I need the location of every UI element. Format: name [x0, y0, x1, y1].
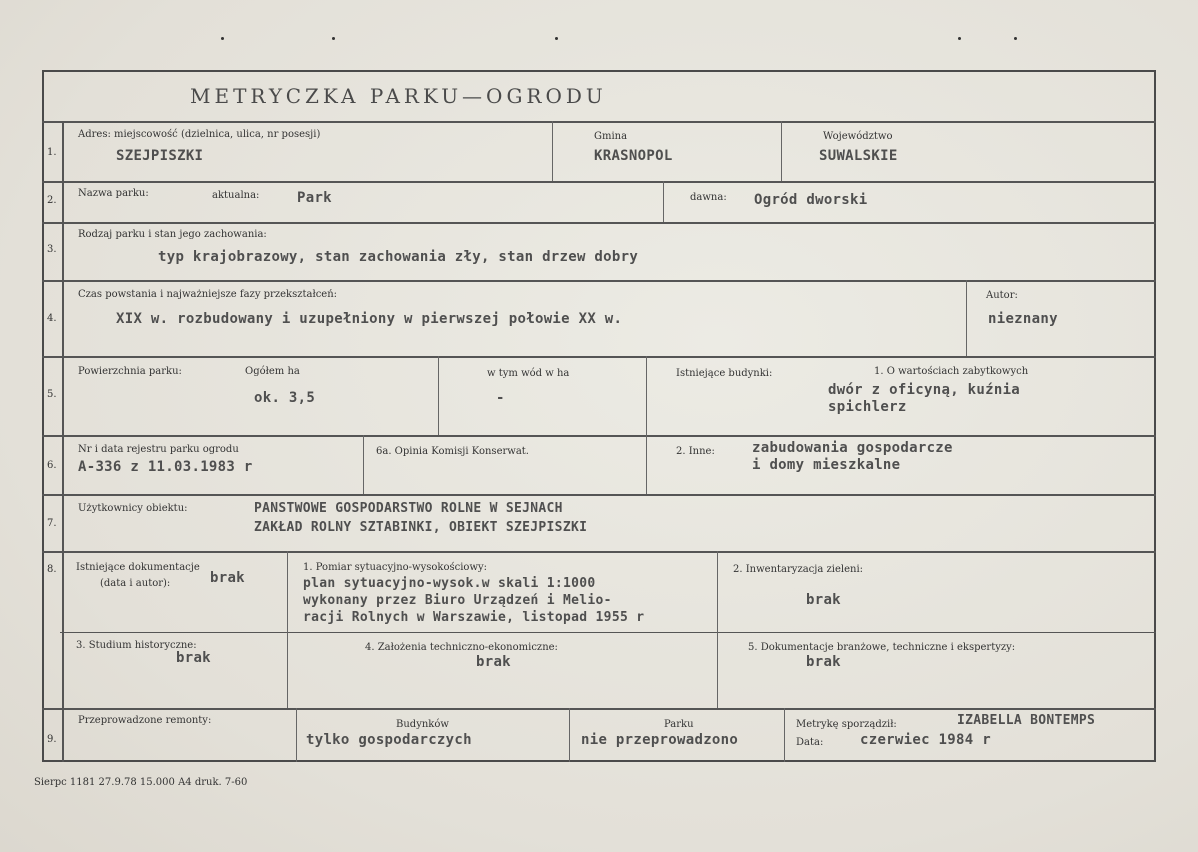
row-number: 3. [47, 244, 57, 255]
documentation-value: brak [210, 570, 245, 586]
row-number: 6. [47, 460, 57, 471]
current-name-value: Park [297, 190, 332, 206]
row-divider [42, 708, 1156, 710]
row-divider [42, 494, 1156, 496]
author-label: Autor: [986, 290, 1018, 301]
col-divider [552, 121, 553, 181]
greenery-inventory-value: brak [806, 592, 841, 608]
buildings-label: Istniejące budynki: [676, 368, 773, 379]
date-value: czerwiec 1984 r [860, 732, 991, 748]
col-divider [646, 435, 647, 494]
park-type-label: Rodzaj parku i stan jego zachowania: [78, 229, 267, 240]
voivodeship-label: Województwo [823, 131, 893, 142]
former-name-label: dawna: [690, 192, 727, 203]
address-value: SZEJPISZKI [116, 148, 204, 164]
historic-buildings-value-2: spichlerz [828, 399, 907, 415]
row-divider [42, 551, 1156, 553]
historic-buildings-value: dwór z oficyną, kuźnia [828, 382, 1021, 398]
other-buildings-value-2: i domy mieszkalne [752, 457, 901, 473]
col-divider [966, 280, 967, 356]
row-divider [42, 121, 1156, 123]
punch-mark [221, 37, 224, 40]
other-buildings-value: zabudowania gospodarcze [752, 440, 953, 456]
number-column-divider [62, 121, 64, 762]
former-name-value: Ogród dworski [754, 192, 868, 208]
park-renovation-value: nie przeprowadzono [581, 732, 739, 748]
address-label: Adres: miejscowość (dzielnica, ulica, nr posesji) [78, 129, 321, 140]
col-divider [717, 551, 718, 708]
prepared-by-label: Metrykę sporządził: [796, 719, 897, 730]
commission-opinion-label: 6a. Opinia Komisji Konserwat. [376, 446, 529, 457]
history-label: Czas powstania i najważniejsze fazy przekształceń: [78, 289, 338, 300]
survey-label: 1. Pomiar sytuacyjno-wysokościowy: [303, 562, 488, 573]
row-number: 2. [47, 195, 57, 206]
col-divider [438, 356, 439, 435]
row-number: 4. [47, 313, 57, 324]
row-number: 7. [47, 518, 57, 529]
col-divider [363, 435, 364, 494]
author-value: nieznany [988, 311, 1058, 327]
users-label: Użytkownicy obiektu: [78, 503, 188, 514]
documentation-label: Istniejące dokumentacje [76, 562, 200, 573]
form-title: METRYCZKA PARKU—OGRODU [190, 84, 607, 108]
history-value: XIX w. rozbudowany i uzupełniony w pierwszej połowie XX w. [116, 311, 623, 327]
row-number: 1. [47, 147, 57, 158]
punch-mark [555, 37, 558, 40]
register-label: Nr i data rejestru parku ogrodu [78, 444, 239, 455]
row-number: 5. [47, 389, 57, 400]
historical-study-value: brak [176, 650, 211, 666]
prepared-by-value: IZABELLA BONTEMPS [957, 713, 1096, 728]
buildings-renovation-label: Budynków [396, 719, 449, 730]
gmina-value: KRASNOPOL [594, 148, 673, 164]
total-area-label: Ogółem ha [245, 366, 300, 377]
col-divider [784, 708, 785, 762]
col-divider [663, 181, 664, 222]
row-divider [42, 181, 1156, 183]
park-type-value: typ krajobrazowy, stan zachowania zły, stan drzew dobry [158, 249, 639, 265]
total-area-value: ok. 3,5 [254, 390, 316, 406]
punch-mark [332, 37, 335, 40]
historical-study-label: 3. Studium historyczne: [76, 640, 197, 651]
register-value: A-336 z 11.03.1983 r [78, 459, 253, 475]
users-value: PANSTWOWE GOSPODARSTWO ROLNE W SEJNACH [254, 501, 563, 516]
col-divider [569, 708, 570, 762]
row-number: 8. [47, 564, 57, 575]
survey-value: plan sytuacyjno-wysok.w skali 1:1000 [303, 576, 596, 591]
park-name-label: Nazwa parku: [78, 188, 149, 199]
technical-assumptions-value: brak [476, 654, 511, 670]
renovations-label: Przeprowadzone remonty: [78, 715, 212, 726]
area-label: Powierzchnia parku: [78, 366, 182, 377]
survey-value-2: wykonany przez Biuro Urządzeń i Melio- [303, 593, 612, 608]
row-divider [42, 356, 1156, 358]
voivodeship-value: SUWALSKIE [819, 148, 898, 164]
col-divider [646, 356, 647, 435]
greenery-inventory-label: 2. Inwentaryzacja zieleni: [733, 564, 864, 575]
water-area-value: - [496, 390, 505, 406]
col-divider [296, 708, 297, 762]
documentation-label-2: (data i autor): [100, 578, 171, 589]
gmina-label: Gmina [594, 131, 628, 142]
technical-assumptions-label: 4. Założenia techniczno-ekonomiczne: [365, 642, 558, 653]
row-number: 9. [47, 734, 57, 745]
punch-mark [958, 37, 961, 40]
survey-value-3: racji Rolnych w Warszawie, listopad 1955 r [303, 610, 645, 625]
park-renovation-label: Parku [664, 719, 694, 730]
row-divider [60, 632, 1156, 633]
other-buildings-label: 2. Inne: [676, 446, 715, 457]
current-name-label: aktualna: [212, 190, 260, 201]
industry-docs-label: 5. Dokumentacje branżowe, techniczne i ekspertyzy: [748, 642, 1016, 653]
historic-buildings-label: 1. O wartościach zabytkowych [874, 366, 1029, 377]
col-divider [781, 121, 782, 181]
date-label: Data: [796, 737, 824, 748]
row-divider [42, 222, 1156, 224]
print-footer: Sierpc 1181 27.9.78 15.000 A4 druk. 7-60 [34, 777, 248, 788]
buildings-renovation-value: tylko gospodarczych [306, 732, 472, 748]
water-area-label: w tym wód w ha [487, 368, 570, 379]
industry-docs-value: brak [806, 654, 841, 670]
users-value-2: ZAKŁAD ROLNY SZTABINKI, OBIEKT SZEJPISZKI [254, 520, 588, 535]
col-divider [287, 551, 288, 708]
punch-mark [1014, 37, 1017, 40]
row-divider [42, 435, 1156, 437]
row-divider [42, 280, 1156, 282]
